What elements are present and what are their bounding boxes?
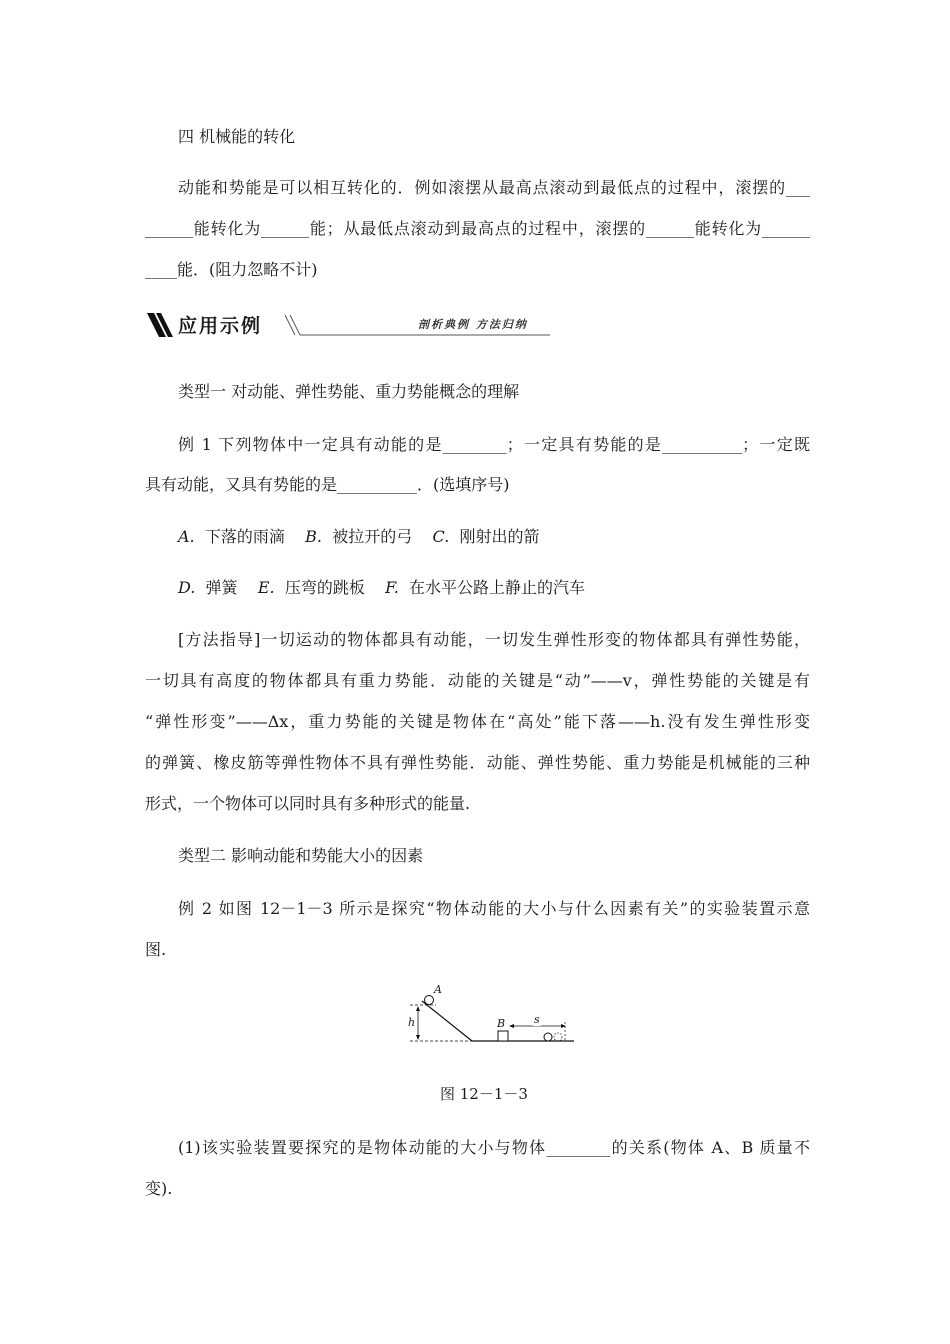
type-heading: 类型一 对动能、弹性势能、重力势能概念的理解 (178, 382, 520, 401)
banner-title: 应用示例 (178, 315, 263, 337)
method-line: 一切具有高度的物体都具有重力势能．动能的关键是“动”——v，弹性势能的关键是有 (145, 671, 810, 690)
label-s: s (534, 1013, 540, 1026)
paragraph-line: ____能．(阻力忽略不计) (145, 260, 318, 279)
ball-a (425, 996, 434, 1005)
option-text: 压弯的跳板 (284, 578, 365, 597)
banner-subtitle: 剖析典例 方法归纳 (418, 318, 528, 331)
ramp-line (422, 1001, 472, 1041)
ramp-diagram (400, 982, 580, 1052)
option-text: 下落的雨滴 (204, 527, 285, 546)
method-line: 形式，一个物体可以同时具有多种形式的能量. (145, 794, 471, 813)
option-text: 被拉开的弓 (332, 527, 413, 546)
type-heading: 类型二 影响动能和势能大小的因素 (178, 846, 424, 865)
option-letter: B. (305, 527, 323, 546)
option-letter: A. (178, 527, 195, 546)
method-line: [方法指导]一切运动的物体都具有动能，一切发生弹性形变的物体都具有弹性势能， (178, 630, 810, 649)
label-h: h (408, 1016, 416, 1029)
example-line: 例 1 下列物体中一定具有动能的是________；一定具有势能的是__________；一定既 (178, 435, 810, 454)
block-b (498, 1031, 508, 1041)
question-line: 变). (145, 1179, 173, 1198)
option-text: 弹簧 (205, 578, 238, 597)
method-line: 的弹簧、橡皮筋等弹性物体不具有弹性势能．动能、弹性势能、重力势能是机械能的三种 (145, 753, 810, 772)
figure-caption: 图 12－1－3 (440, 1085, 528, 1103)
option-letter: F. (385, 578, 399, 597)
options-row (178, 578, 810, 598)
ball-end (544, 1033, 552, 1041)
example-line: 例 2 如图 12－1－3 所示是探究“物体动能的大小与什么因素有关”的实验装置示意 (178, 899, 810, 918)
option-letter: E. (257, 578, 275, 597)
paragraph-line: 动能和势能是可以相互转化的．例如滚摆从最高点滚动到最低点的过程中，滚摆的___ (178, 178, 810, 197)
label-a: A (434, 983, 442, 996)
method-line: “弹性形变”——Δx，重力势能的关键是物体在“高处”能下落——h.没有发生弹性形变 (145, 712, 810, 731)
options-row (178, 527, 810, 547)
option-letter: D. (178, 578, 196, 597)
section-banner (145, 310, 555, 340)
option-letter: C. (432, 527, 450, 546)
section-heading: 四 机械能的转化 (178, 127, 296, 146)
experiment-figure (400, 982, 580, 1052)
example-line: 具有动能，又具有势能的是__________．(选填序号) (145, 475, 510, 494)
paragraph-line: ______能转化为______能；从最低点滚动到最高点的过程中，滚摆的______能转化为______ (145, 219, 810, 238)
option-text: 在水平公路上静止的汽车 (409, 578, 586, 597)
example-line: 图. (145, 940, 167, 959)
label-b: B (497, 1017, 506, 1030)
question-line: (1)该实验装置要探究的是物体动能的大小与物体________的关系(物体 A、B 质量不 (178, 1138, 810, 1157)
option-text: 刚射出的箭 (459, 527, 540, 546)
